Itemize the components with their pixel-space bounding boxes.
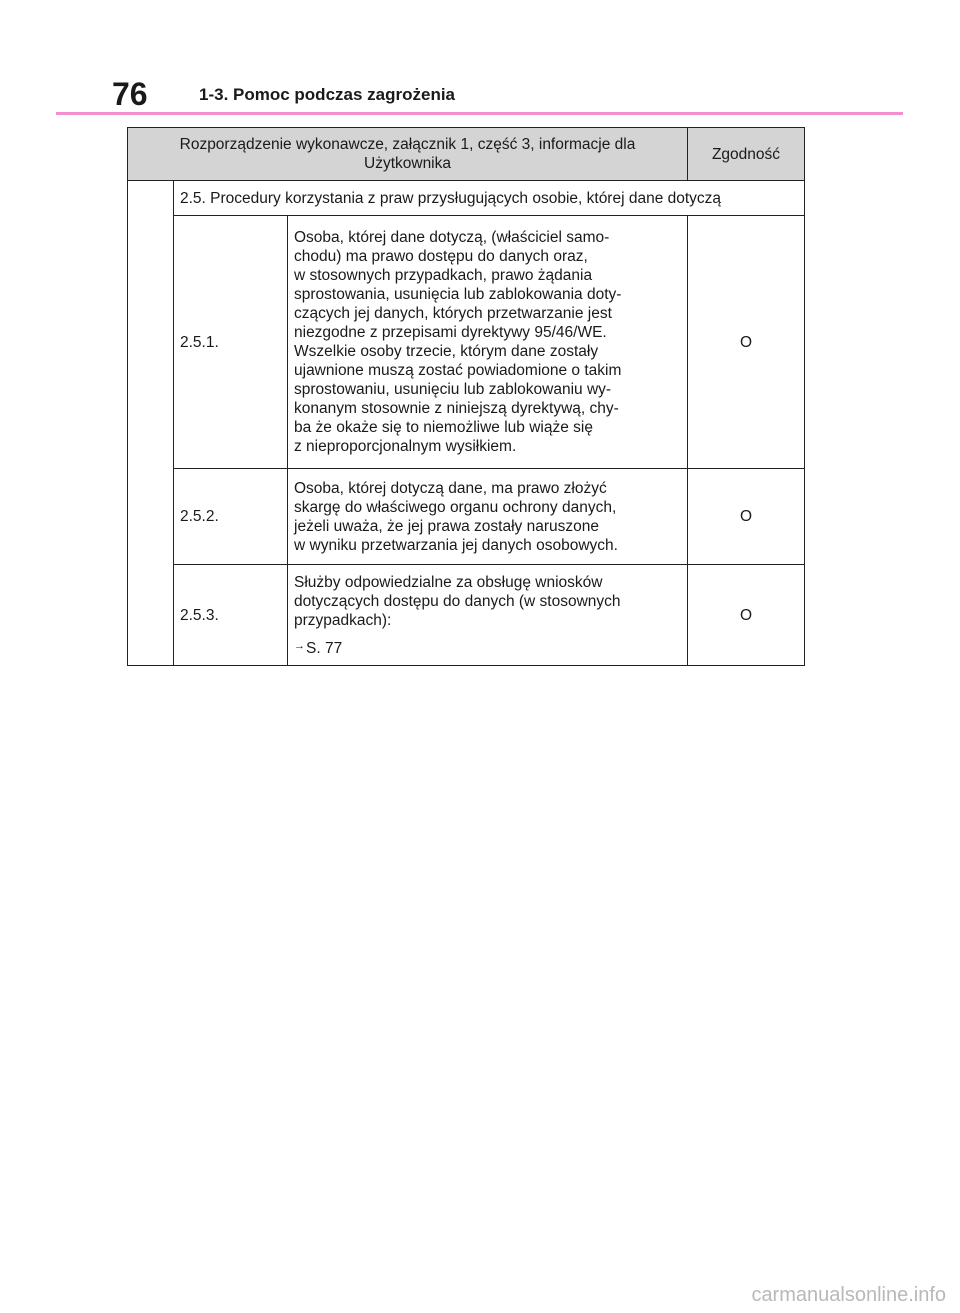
description-line: skargę do właściwego organu ochrony danych,: [294, 498, 617, 516]
description-line: Osoba, której dane dotyczą, (właściciel samo-: [294, 229, 610, 246]
regulation-header-line-1: Rozporządzenie wykonawcze, załącznik 1, część 3, informacje dla: [179, 136, 636, 153]
description-line: czących jej danych, których przetwarzanie jest: [294, 305, 612, 322]
row-compliance: O: [688, 216, 805, 469]
description-line: Wszelkie osoby trzecie, którym dane zostały: [294, 343, 599, 360]
table-row: [128, 216, 805, 469]
arrow-right-icon: →: [294, 639, 305, 652]
row-number: 2.5.3.: [174, 565, 288, 666]
description-line: ba że okaże się to niemożliwe lub wiąże się: [294, 419, 593, 436]
row-compliance: O: [688, 469, 805, 565]
description-line: dotyczących dostępu do danych (w stosownych: [294, 592, 621, 610]
row-compliance: O: [688, 565, 805, 666]
indent-cell: [128, 181, 174, 666]
description-line: niezgodne z przepisami dyrektywy 95/46/WE.: [294, 324, 607, 341]
page-reference[interactable]: [294, 637, 681, 658]
row-number: 2.5.2.: [174, 469, 288, 565]
description-line: sprostowania, usunięcia lub zablokowania doty-: [294, 286, 622, 303]
row-description: [288, 216, 688, 469]
description-line: konanym stosownie z niniejszą dyrektywą, chy-: [294, 400, 619, 417]
watermark: carmanualsonline.info: [751, 1284, 946, 1306]
row-number: 2.5.1.: [174, 216, 288, 469]
page-reference-text: S. 77: [306, 639, 343, 657]
row-description: [288, 469, 688, 565]
description-line: w stosownych przypadkach, prawo żądania: [294, 267, 593, 284]
header-rule: [56, 112, 903, 115]
compliance-table: [127, 127, 805, 666]
description-line: przypadkach):: [294, 611, 392, 629]
row-description: [288, 565, 688, 666]
description-line: w wyniku przetwarzania jej danych osobowych.: [294, 536, 618, 554]
sub-heading-cell: 2.5. Procedury korzystania z praw przysługujących osobie, której dane dotyczą: [174, 181, 805, 216]
page-number: 76: [112, 76, 148, 112]
regulation-header-line-2: Użytkownika: [364, 155, 451, 172]
section-title: 1-3. Pomoc podczas zagrożenia: [199, 85, 456, 104]
table-row: [128, 565, 805, 666]
description-line: sprostowaniu, usunięciu lub zablokowaniu wy-: [294, 381, 612, 398]
table-row: [128, 469, 805, 565]
description-line: jeżeli uważa, że jej prawa zostały naruszone: [294, 517, 599, 535]
description-line: Osoba, której dotyczą dane, ma prawo złożyć: [294, 479, 607, 497]
table-header-row: [128, 128, 805, 181]
description-line: chodu) ma prawo dostępu do danych oraz,: [294, 248, 588, 265]
sub-heading-row: [128, 181, 805, 216]
description-line: ujawnione muszą zostać powiadomione o takim: [294, 362, 622, 379]
regulation-column-header: [128, 128, 688, 181]
description-line: Służby odpowiedzialne za obsługę wniosków: [294, 573, 603, 591]
description-line: z nieproporcjonalnym wysiłkiem.: [294, 438, 517, 455]
compliance-column-header: Zgodność: [688, 128, 805, 181]
